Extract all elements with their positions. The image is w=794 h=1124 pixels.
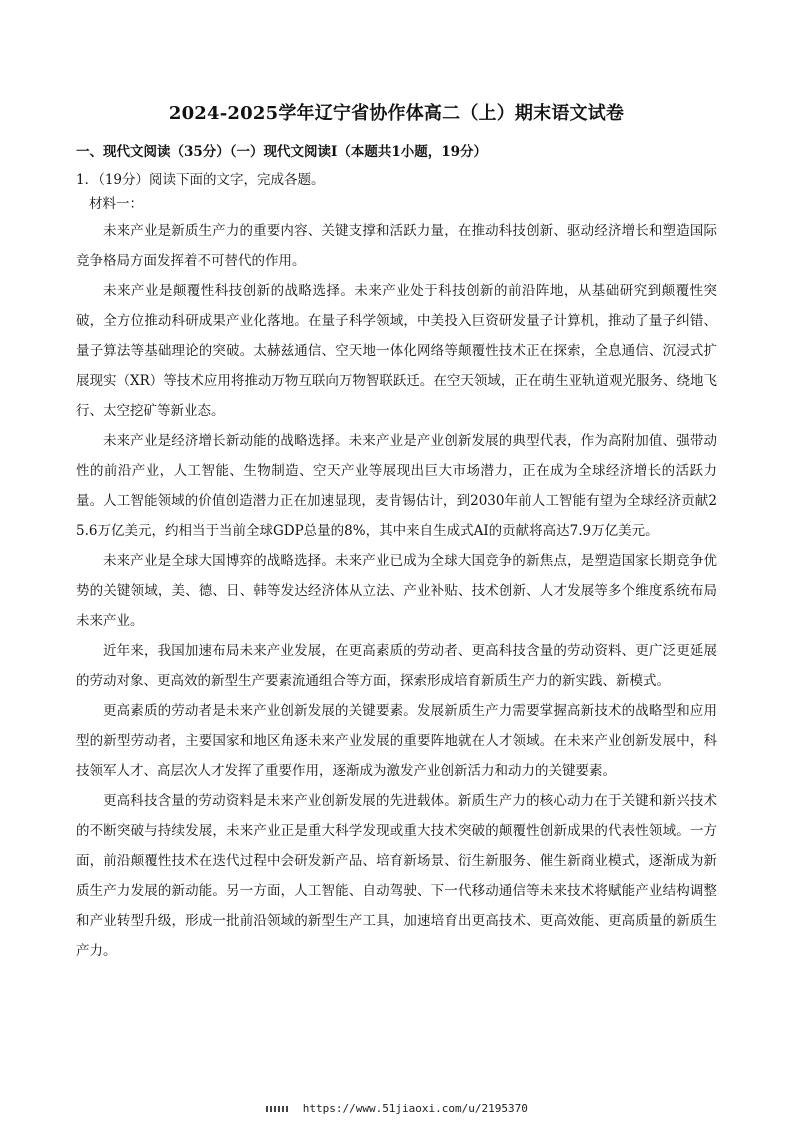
paragraph-2: 未来产业是颠覆性科技创新的战略选择。未来产业处于科技创新的前沿阵地，从基础研究到颠覆性突破，全方位推动科研成果产业化落地。在量子科学领域，中美投入巨资研发量子计算机，推动了量子纠错、量子算法等基础理论的突破。太赫兹通信、空天地一体化网络等颠覆性技术正在探索，全息通信、沉浸式扩展现实（XR）等技术应用将推动万物互联向万物智联跃迁。在空天领域，正在萌生亚轨道观光服务、绕地飞行、太空挖矿等新业态。 [76, 283, 717, 419]
paragraph-6: 更高素质的劳动者是未来产业创新发展的关键要素。发展新质生产力需要掌握高新技术的战略型和应用型的新型劳动者，主要国家和地区角逐未来产业发展的重要阵地就在人才领域。在未来产业创新发展中，科技领军人才、高层次人才发挥了重要作用，逐渐成为激发产业创新活力和动力的关键要素。 [76, 703, 717, 779]
footer-watermark-icon [266, 1106, 288, 1112]
section-heading: 一、现代文阅读（35分）（一）现代文阅读Ⅰ（本题共1小题，19分） [76, 144, 488, 160]
paragraph-3: 未来产业是经济增长新动能的战略选择。未来产业是产业创新发展的典型代表，作为高附加值、强带动性的前沿产业，人工智能、生物制造、空天产业等展现出巨大市场潜力，正在成为全球经济增长的活跃力量。人工智能领域的价值创造潜力正在加速显现，麦肯锡估计，到2030年前人工智能有望为全球经济贡献25.6万亿美元，约相当于当前全球GDP总量的8%，其中来自生成式AI的贡献将高达7.9万亿美元。 [76, 433, 717, 539]
paragraph-7: 更高科技含量的劳动资料是未来产业创新发展的先进载体。新质生产力的核心动力在于关键和新兴技术的不断突破与持续发展，未来产业正是重大科学发现或重大技术突破的颠覆性创新成果的代表性领域。一方面，前沿颠覆性技术在迭代过程中会研发新产品、培育新场景、衍生新服务、催生新商业模式，逐渐成为新质生产力发展的新动能。另一方面，人工智能、自动驾驶、下一代移动通信等未来技术将赋能产业结构调整和产业转型升级，形成一批前沿领域的新型生产工具，加速培育出更高技术、更高效能、更高质量的新质生产力。 [76, 793, 717, 959]
page-footer [0, 1102, 794, 1116]
page-title: 2024-2025学年辽宁省协作体高二（上）期末语文试卷 [168, 103, 625, 124]
question-line: 1．（19分）阅读下面的文字，完成各题。 [76, 172, 325, 188]
material-label: 材料一： [89, 196, 143, 212]
paragraph-1: 未来产业是新质生产力的重要内容、关键支撑和活跃力量，在推动科技创新、驱动经济增长和塑造国际竞争格局方面发挥着不可替代的作用。 [76, 223, 717, 269]
paragraph-4: 未来产业是全球大国博弈的战略选择。未来产业已成为全球大国竞争的新焦点，是塑造国家长期竞争优势的关键领域，美、德、日、韩等发达经济体从立法、产业补贴、技术创新、人才发展等多个维度系统布局未来产业。 [76, 553, 717, 629]
footer-url[interactable]: https://www.51jiaoxi.com/u/2195370 [302, 1102, 528, 1115]
exam-page [76, 100, 717, 966]
paragraph-5: 近年来，我国加速布局未来产业发展，在更高素质的劳动者、更高科技含量的劳动资料、更广泛更延展的劳动对象、更高效的新型生产要素流通组合等方面，探索形成培育新质生产力的新实践、新模式。 [76, 643, 717, 689]
